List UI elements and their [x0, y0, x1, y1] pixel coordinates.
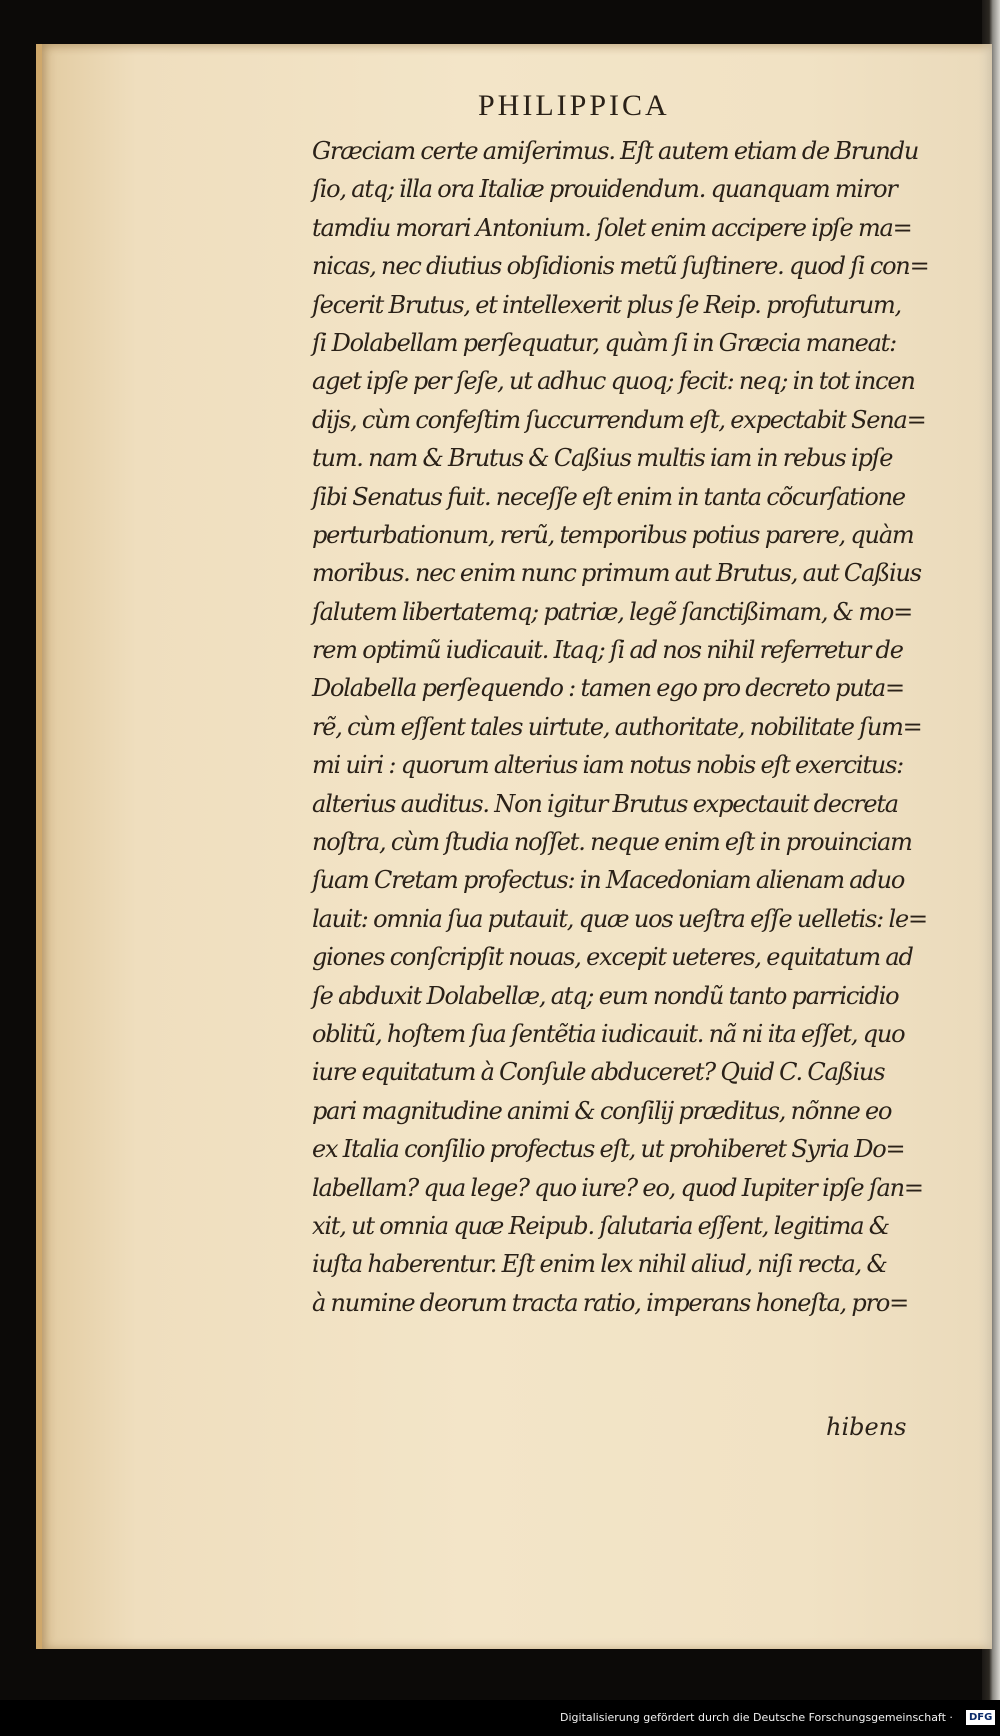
text-line: mi uiri : quorum alterius iam notus nobis eſt exercitus:	[312, 751, 904, 780]
text-line: perturbationum, rerũ, temporibus potius parere, quàm	[312, 520, 914, 549]
text-line: alterius auditus. Non igitur Brutus expectauit decreta	[312, 789, 898, 818]
text-line: lauit: omnia ſua putauit, quæ uos ueſtra eſſe uelletis: le=	[312, 904, 927, 933]
text-line: ſuam Cretam profectus: in Macedoniam alienam aduo	[312, 866, 905, 895]
funding-credit: Digitalisierung gefördert durch die Deutsche Forschungsgemeinschaft ·	[560, 1711, 953, 1724]
text-line: ſi Dolabellam perſequatur, quàm ſi in Græcia maneat:	[312, 328, 897, 357]
text-line: tum. nam & Brutus & Caßius multis iam in rebus ipſe	[312, 444, 893, 473]
text-line: ſalutem libertatemq; patriæ, legẽ ſanctißimam, & mo=	[312, 597, 913, 626]
text-line: à numine deorum tracta ratio, imperans honeſta, pro=	[312, 1288, 909, 1317]
catchword: hibens	[826, 1413, 907, 1441]
text-line: ſio, atq; illa ora Italiæ prouidendum. quanquam miror	[312, 175, 897, 204]
dfg-logo: DFG	[966, 1710, 995, 1725]
text-line: xit, ut omnia quæ Reipub. ſalutaria eſſent, legitima &	[312, 1211, 889, 1240]
text-line: moribus. nec enim nunc primum aut Brutus, aut Caßius	[312, 559, 921, 588]
text-line: aget ipſe per ſeſe, ut adhuc quoq; fecit: neq; in tot incen	[312, 367, 915, 396]
text-line: ſe abduxit Dolabellæ, atq; eum nondũ tanto parricidio	[312, 981, 899, 1010]
text-line: tamdiu morari Antonium. ſolet enim accipere ipſe ma=	[312, 213, 912, 242]
text-line: Græciam certe amiſerimus. Eſt autem etiam de Brundu	[312, 137, 919, 165]
text-line: noſtra, cùm ſtudia noſſet. neque enim eſt in prouinciam	[312, 828, 912, 857]
text-line: pari magnitudine animi & conſilij præditus, nõnne eo	[312, 1096, 892, 1125]
text-line: ſibi Senatus fuit. neceſſe eſt enim in tanta cõcurſatione	[312, 482, 905, 511]
text-line: iure equitatum à Conſule abduceret? Quid C. Caßius	[312, 1058, 885, 1087]
text-line: rem optimũ iudicauit. Itaq; ſi ad nos nihil referretur de	[312, 636, 903, 665]
text-line: labellam? qua lege? quo iure? eo, quod Iupiter ipſe ſan=	[312, 1173, 923, 1202]
text-line: nicas, nec diutius obſidionis metũ ſuſtinere. quod ſi con=	[312, 252, 929, 281]
text-line: ſecerit Brutus, et intellexerit plus ſe Reip. profuturum,	[312, 290, 901, 319]
text-line: ex Italia conſilio profectus eſt, ut prohiberet Syria Do=	[312, 1135, 905, 1164]
text-block	[312, 132, 992, 1322]
text-line: Dolabella perſequendo : tamen ego pro decreto puta=	[312, 674, 904, 703]
running-head: PHILIPPICA	[478, 89, 670, 122]
text-line: iuſta haberentur. Eſt enim lex nihil aliud, niſi recta, &	[312, 1250, 887, 1279]
digitization-footer	[0, 1700, 1000, 1736]
text-line: oblitũ, hoſtem ſua ſentẽtia iudicauit. nã ni ita eſſet, quo	[312, 1019, 905, 1048]
text-line: rẽ, cùm eſſent tales uirtute, authoritate, nobilitate ſum=	[312, 712, 922, 741]
text-line: giones conſcripſit nouas, excepit ueteres, equitatum ad	[312, 943, 913, 972]
text-line: dijs, cùm confeſtim ſuccurrendum eſt, expectabit Sena=	[312, 405, 926, 434]
